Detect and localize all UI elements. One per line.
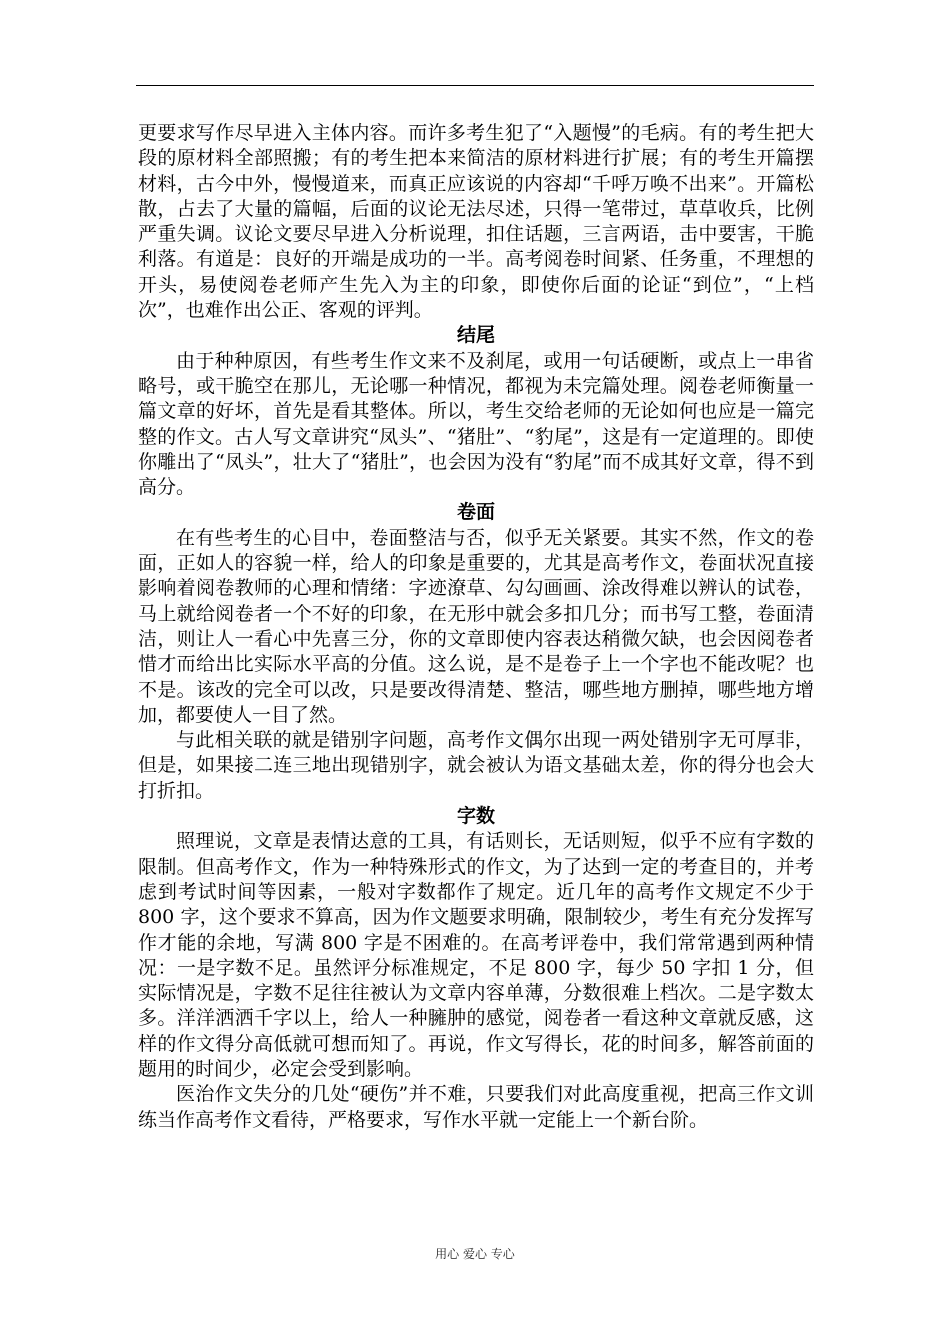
section-wordcount-paragraph-2: 医治作文失分的几处“硬伤”并不难，只要我们对此高度重视，把高三作文训练当作高考作文看待，严格要求，写作水平就一定能上一个新台阶。 — [138, 1083, 814, 1131]
header-rule — [136, 85, 814, 86]
section-neatness-paragraph-1: 在有些考生的心目中，卷面整洁与否，似乎无关紧要。其实不然，作文的卷面，正如人的容貌一样，给人的印象是重要的，尤其是高考作文，卷面状况直接影响着阅卷教师的心理和情绪：字迹潦草、勾勾画画、涂改得难以辨认的试卷，马上就给阅卷者一个不好的印象，在无形中就会多扣几分；而书写工整，卷面清洁，则让人一看心中先喜三分，你的文章即使内容表达稍微欠缺，也会因阅卷者惜才而给出比实际水平高的分值。这么说，是不是卷子上一个字也不能改呢？也不是。该改的完全可以改，只是要改得清楚、整洁，哪些地方删掉，哪些地方增加，都要使人一目了然。 — [138, 526, 814, 726]
section-heading-page-neatness: 卷面 — [456, 501, 495, 524]
section-wordcount-paragraph-1: 照理说，文章是表情达意的工具，有话则长，无话则短，似乎不应有字数的限制。但高考作文，作为一种特殊形式的作文，为了达到一定的考查目的，并考虑到考试时间等因素，一般对字数都作了规定。近几年的高考作文规定不少于 800 字，这个要求不算高，因为作文题要求明确，限制较少，考生有充分发挥写作才能的余地，写满 800 字是不困难的。在高考评卷中，我们常常遇到两种情况：一是字数不足。虽然评分标准规定，不足 800 字，每少 50 字扣 1 分，但实际情况是，字数不足往往被认为文章内容单薄，分数很难上档次。二是字数太多。洋洋洒洒千字以上，给人一种臃肿的感觉，阅卷者一看这种文章就反感，这样的作文得分高低就可想而知了。再说，作文写得长，花的时间多，解答前面的题用的时间少，必定会受到影响。 — [138, 830, 814, 1080]
section-heading-ending: 结尾 — [456, 324, 495, 347]
section-neatness-paragraph-2: 与此相关联的就是错别字问题，高考作文偶尔出现一两处错别字无可厚非，但是，如果接二连三地出现错别字，就会被认为语文基础太差，你的得分也会大打折扣。 — [138, 729, 814, 802]
section-ending-paragraph-1: 由于种种原因，有些考生作文来不及刹尾，或用一句话硬断，或点上一串省略号，或干脆空在那儿，无论哪一种情况，都视为未完篇处理。阅卷老师衡量一篇文章的好坏，首先是看其整体。所以，考生交给老师的无论如何也应是一篇完整的作文。古人写文章讲究“凤头”、“猪肚”、“豹尾”，这是有一定道理的。即使你雕出了“凤头”，壮大了“猪肚”，也会因为没有“豹尾”而不成其好文章，得不到高分。 — [138, 349, 814, 499]
section-heading-word-count: 字数 — [456, 805, 495, 828]
intro-paragraph: 更要求写作尽早进入主体内容。而许多考生犯了“入题慢”的毛病。有的考生把大段的原材料全部照搬；有的考生把本来简洁的原材料进行扩展；有的考生开篇摆材料，古今中外，慢慢道来，而真正应该说的内容却“千呼万唤不出来”。开篇松散，占去了大量的篇幅，后面的议论无法尽述，只得一笔带过，草草收兵，比例严重失调。议论文要尽早进入分析说理，扣住话题，三言两语，击中要害，干脆利落。有道是：良好的开端是成功的一半。高考阅卷时间紧、任务重，不理想的开头，易使阅卷老师产生先入为主的印象，即使你后面的论证“到位”，“上档次”，也难作出公正、客观的评判。 — [138, 122, 814, 322]
page-footer: 用心 爱心 专心 — [435, 1247, 515, 1261]
document-body — [138, 121, 814, 1133]
